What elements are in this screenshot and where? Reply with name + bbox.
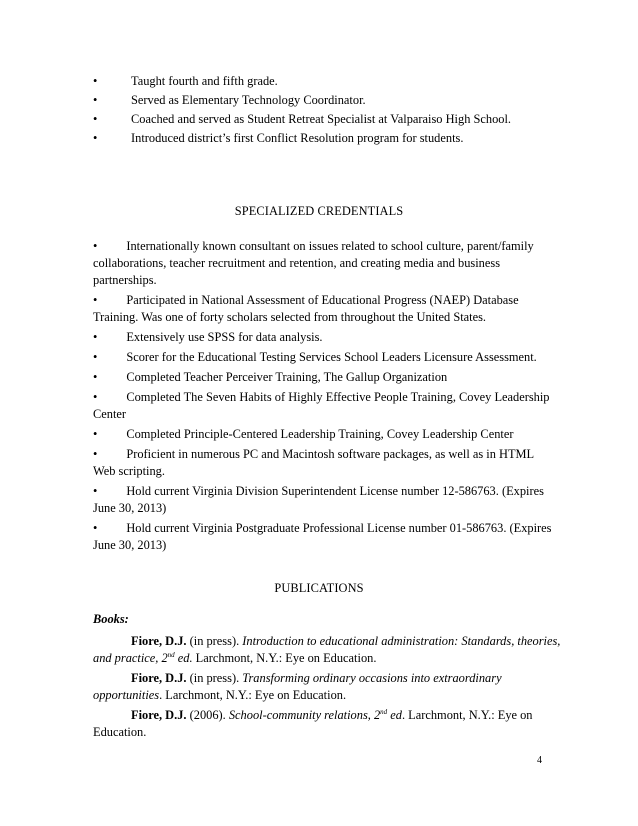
list-item <box>93 292 563 326</box>
publication-entry <box>93 707 563 741</box>
publication-title-end: ed <box>387 708 402 722</box>
bullet-icon: • <box>93 350 98 364</box>
list-item-text: Hold current Virginia Postgraduate Professional License number 01-586763. (Expires <box>126 521 552 535</box>
publication-author: Fiore, D.J. <box>131 634 187 648</box>
list-item-text: Extensively use SPSS for data analysis. <box>126 330 323 344</box>
publication-status: (in press). <box>186 634 243 648</box>
bullet-icon: • <box>93 293 98 307</box>
credentials-list <box>93 238 563 554</box>
page-number: 4 <box>537 755 542 766</box>
publication-publisher: . Larchmont, N.Y.: Eye on Education. <box>159 688 347 702</box>
list-item-continuation: Center <box>93 407 127 421</box>
list-item <box>93 389 563 423</box>
publication-author: Fiore, D.J. <box>131 708 187 722</box>
list-item <box>93 483 563 517</box>
list-item-continuation: June 30, 2013) <box>93 501 167 515</box>
list-item <box>93 520 563 554</box>
list-item <box>93 111 563 128</box>
list-item-text: Internationally known consultant on issues related to school culture, parent/family <box>126 239 534 253</box>
bullet-icon: • <box>93 484 98 498</box>
bullet-icon: • <box>93 390 98 404</box>
bullet-icon: • <box>93 427 98 441</box>
list-item <box>93 92 563 109</box>
list-item-text: Participated in National Assessment of Educational Progress (NAEP) Database <box>126 293 519 307</box>
experience-bullet-list <box>93 73 563 147</box>
list-item-continuation: collaborations, teacher recruitment and retention, and creating media and business partnerships. <box>93 256 501 287</box>
books-label: Books: <box>93 612 129 626</box>
list-item-text: Served as Elementary Technology Coordinator. <box>131 93 366 107</box>
list-item-text: Coached and served as Student Retreat Specialist at Valparaiso High School. <box>131 112 512 126</box>
list-item-text: Completed Teacher Perceiver Training, The Gallup Organization <box>126 370 448 384</box>
list-item <box>93 446 563 480</box>
publication-list <box>93 633 563 741</box>
list-item <box>93 329 563 346</box>
list-item-text: Taught fourth and fifth grade. <box>131 74 278 88</box>
list-item-text: Hold current Virginia Division Superintendent License number 12-586763. (Expires <box>126 484 544 498</box>
list-item-text: Completed The Seven Habits of Highly Effective People Training, Covey Leadership <box>126 390 550 404</box>
list-item <box>93 369 563 386</box>
credentials-heading: SPECIALIZED CREDENTIALS <box>234 204 404 218</box>
list-item-text: Introduced district’s first Conflict Resolution program for students. <box>131 131 464 145</box>
bullet-icon: • <box>93 93 98 107</box>
publication-edition-suffix: nd <box>380 707 388 716</box>
publication-status: (in press). <box>186 671 243 685</box>
publication-author: Fiore, D.J. <box>131 671 187 685</box>
publications-heading: PUBLICATIONS <box>274 581 364 595</box>
bullet-icon: • <box>93 447 98 461</box>
bullet-icon: • <box>93 330 98 344</box>
publication-publisher: Larchmont, N.Y.: Eye on Education. <box>192 651 377 665</box>
publication-entry <box>93 670 563 704</box>
list-item <box>93 73 563 90</box>
list-item-continuation: June 30, 2013) <box>93 538 167 552</box>
publication-title: Introduction to educational administration: Standards, theories, and practice, 2 <box>93 634 561 665</box>
publication-entry <box>93 633 563 667</box>
list-item-text: Scorer for the Educational Testing Services School Leaders Licensure Assessment. <box>126 350 537 364</box>
bullet-icon: • <box>93 112 98 126</box>
bullet-icon: • <box>93 131 98 145</box>
list-item-continuation: Web scripting. <box>93 464 165 478</box>
list-item-text: Completed Principle-Centered Leadership Training, Covey Leadership Center <box>126 427 514 441</box>
publication-title: School-community relations, 2 <box>228 708 381 722</box>
list-item-text: Proficient in numerous PC and Macintosh software packages, as well as in HTML <box>126 447 535 461</box>
list-item <box>93 426 563 443</box>
publication-edition-suffix: nd <box>167 650 175 659</box>
bullet-icon: • <box>93 239 98 253</box>
bullet-icon: • <box>93 74 98 88</box>
list-item <box>93 130 563 147</box>
list-item-continuation: Training. Was one of forty scholars selected from throughout the United States. <box>93 310 487 324</box>
list-item <box>93 238 563 289</box>
publication-status: (2006). <box>186 708 229 722</box>
publication-title-end: ed. <box>174 651 193 665</box>
list-item <box>93 349 563 366</box>
publication-title: Transforming ordinary occasions into extraordinary opportunities <box>93 671 502 702</box>
bullet-icon: • <box>93 370 98 384</box>
bullet-icon: • <box>93 521 98 535</box>
publication-publisher: . Larchmont, N.Y.: Eye on Education. <box>93 708 533 739</box>
